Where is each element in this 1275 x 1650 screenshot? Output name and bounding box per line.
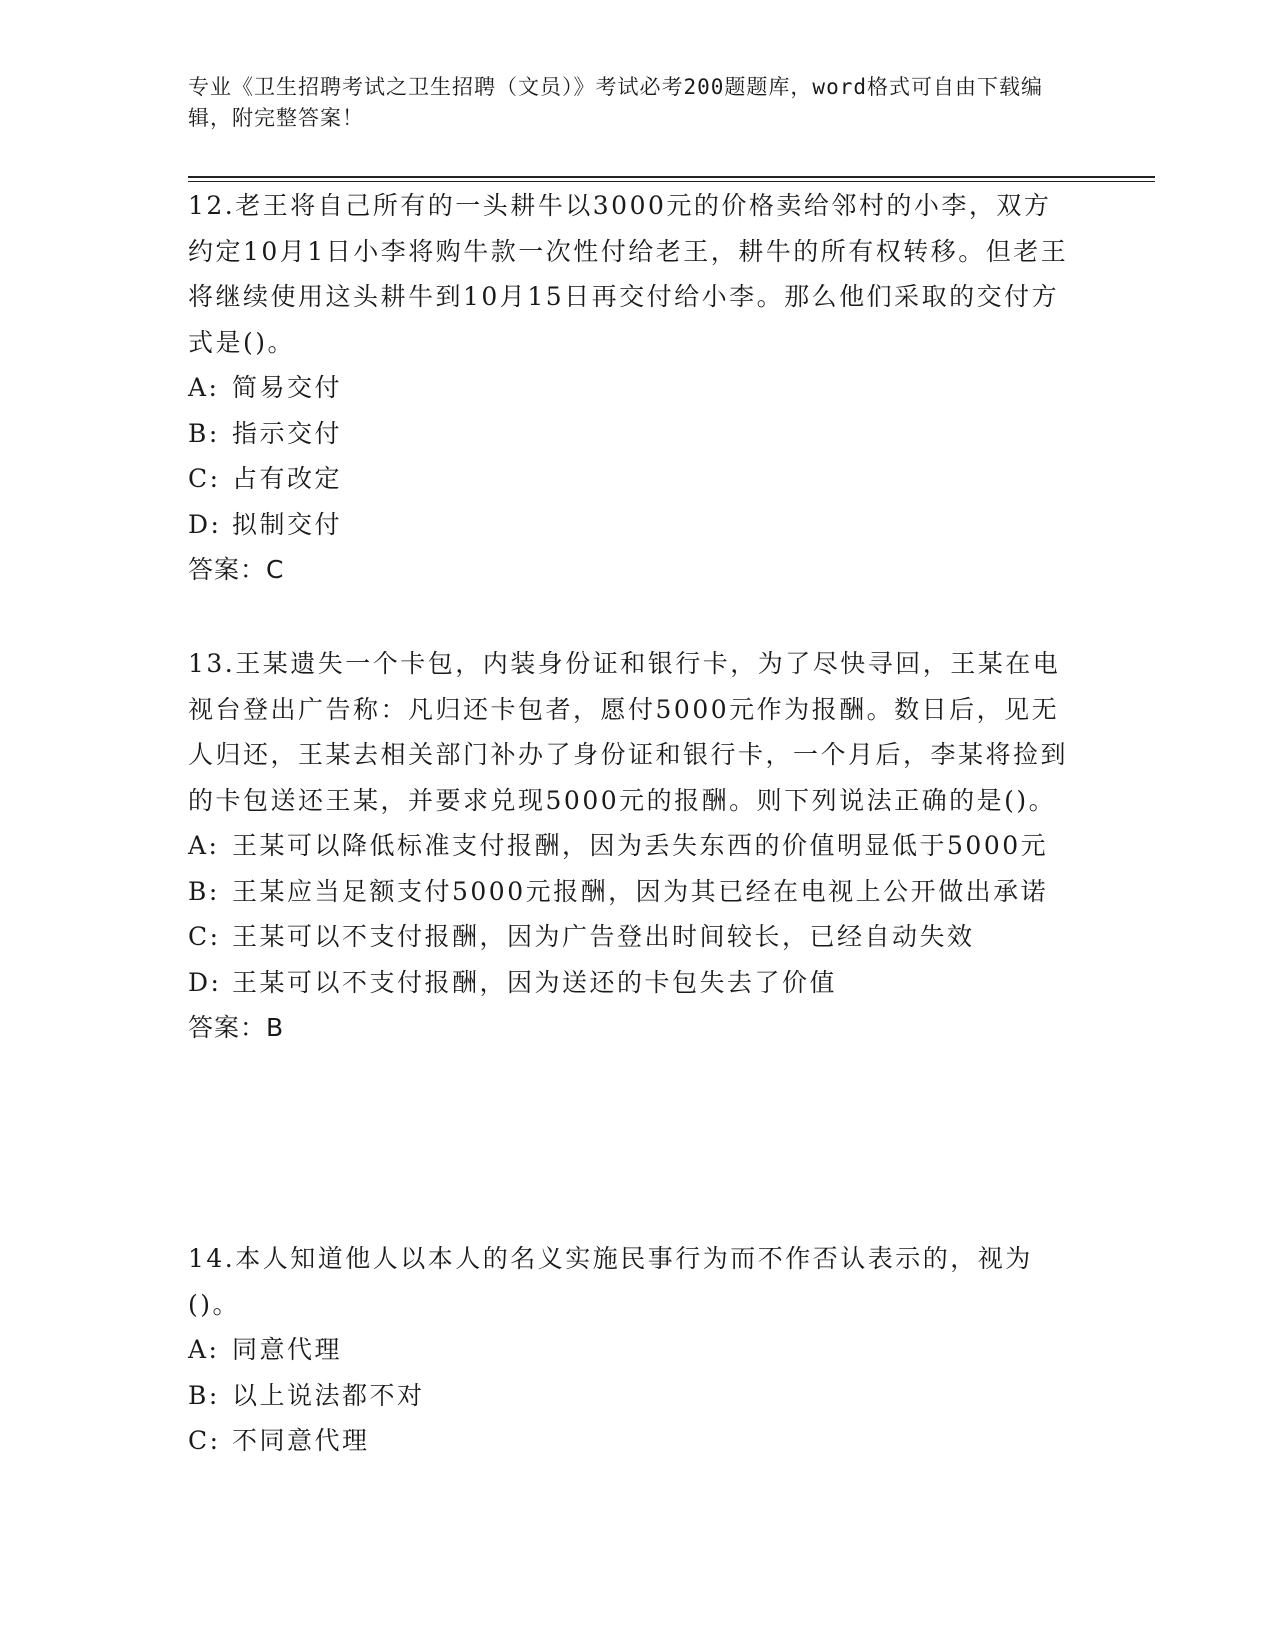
- option-text: 王某应当足额支付5000元报酬，因为其已经在电视上公开做出承诺: [232, 876, 1049, 906]
- option-a: [188, 823, 1078, 869]
- document-header: 专业《卫生招聘考试之卫生招聘（文员）》考试必考200题题库，word格式可自由下载编辑，附完整答案！: [188, 75, 1043, 130]
- question-stem: 14.本人知道他人以本人的名义实施民事行为而不作否认表示的，视为()。: [188, 1244, 1033, 1319]
- option-b: [188, 411, 1078, 457]
- option-letter: B:: [188, 1380, 220, 1410]
- option-d: [188, 502, 1078, 548]
- header-divider-thin: [188, 181, 1155, 182]
- question-14: [188, 1236, 1078, 1464]
- option-text: 不同意代理: [232, 1426, 370, 1455]
- option-letter: D:: [188, 509, 222, 539]
- option-a: [188, 365, 1078, 411]
- option-c: [188, 1418, 1078, 1464]
- option-letter: B:: [188, 418, 220, 448]
- option-letter: C:: [188, 464, 221, 493]
- option-letter: B:: [188, 876, 220, 906]
- option-text: 同意代理: [232, 1335, 343, 1364]
- option-letter: A:: [188, 373, 220, 402]
- option-text: 王某可以降低标准支付报酬，因为丢失东西的价值明显低于5000元: [232, 831, 1049, 860]
- question-13: [188, 641, 1078, 1051]
- option-b: [188, 1373, 1078, 1419]
- question-stem: 12.老王将自己所有的一头耕牛以3000元的价格卖给邻村的小李，双方约定10月1日小李将购牛款一次性付给老王，耕牛的所有权转移。但老王将继续使用这头耕牛到10月15日再交付给小李。那么他们采取的交付方式是()。: [188, 191, 1069, 357]
- answer-line: 答案：C: [188, 555, 285, 584]
- option-b: [188, 869, 1078, 915]
- option-letter: C:: [188, 1426, 221, 1455]
- option-d: [188, 960, 1078, 1006]
- option-text: 以上说法都不对: [232, 1380, 425, 1410]
- option-letter: C:: [188, 922, 221, 951]
- answer-line: 答案：B: [188, 1013, 285, 1042]
- option-c: [188, 914, 1078, 960]
- question-12: [188, 183, 1078, 593]
- option-letter: D:: [188, 967, 222, 997]
- option-text: 王某可以不支付报酬，因为广告登出时间较长，已经自动失效: [232, 922, 975, 951]
- question-stem: 13.王某遗失一个卡包，内装身份证和银行卡，为了尽快寻回，王某在电视台登出广告称：凡归还卡包者，愿付5000元作为报酬。数日后，见无人归还，王某去相关部门补办了身份证和银行卡，一个月后，李某将捡到的卡包送还王某，并要求兑现5000元的报酬。则下列说法正确的是()。: [188, 649, 1069, 815]
- option-text: 简易交付: [232, 373, 343, 402]
- option-text: 占有改定: [232, 464, 343, 493]
- option-a: [188, 1327, 1078, 1373]
- option-letter: A:: [188, 831, 220, 860]
- option-text: 拟制交付: [232, 509, 343, 539]
- option-letter: A:: [188, 1335, 220, 1364]
- option-text: 指示交付: [232, 418, 343, 448]
- option-c: [188, 456, 1078, 502]
- header-divider-thick: [188, 176, 1155, 178]
- option-text: 王某可以不支付报酬，因为送还的卡包失去了价值: [232, 967, 838, 997]
